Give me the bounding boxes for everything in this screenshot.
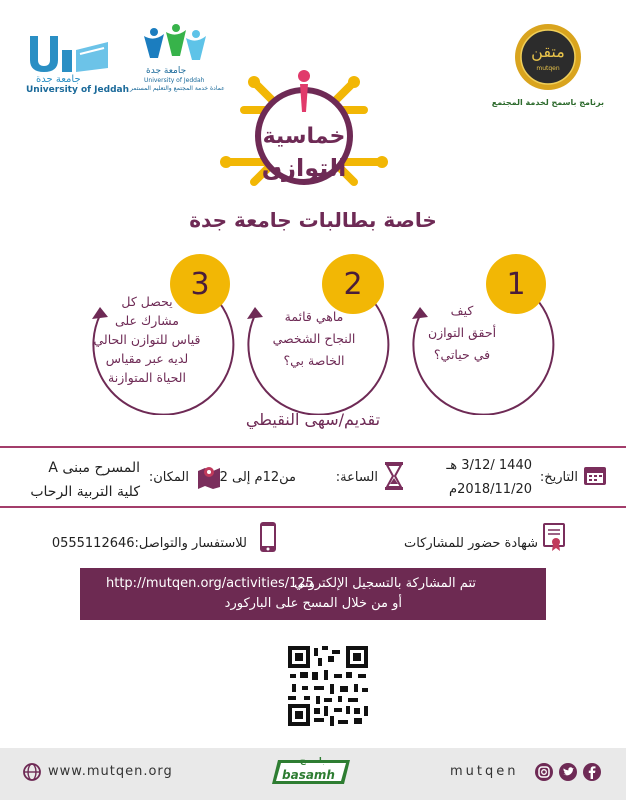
university-logo-english: University of Jeddah [26, 85, 130, 95]
twitter-icon[interactable] [558, 762, 578, 782]
date-hijri: 1440 /3/12 هـ [446, 458, 532, 473]
sponsor-logo [272, 756, 352, 786]
university-logo-arabic: جامعة جدة [36, 74, 81, 85]
step-1-number: 1 [506, 266, 526, 302]
registration-line2: أو من خلال المسح على الباركورد [224, 596, 402, 611]
sponsor-arabic: باسمح [300, 756, 326, 765]
university-logo-icon [22, 28, 122, 78]
mobile-phone-icon [259, 521, 277, 553]
presenter: تقديم/سهى النقيطي [245, 410, 381, 429]
certificate-icon [542, 522, 566, 552]
sponsor-name: basamh [282, 768, 335, 782]
deanship-subtitle: عمادة خدمة المجتمع والتعليم المستمر [130, 85, 225, 92]
step-2-text: ماهي قائمة النجاح الشخصي الخاصة بي؟ [272, 309, 356, 368]
date-label: التاريخ: [539, 470, 578, 485]
deanship-logo-english: University of Jeddah [144, 77, 205, 84]
certificate-text: شهادة حضور للمشاركات [403, 536, 538, 551]
footer-bar [0, 748, 626, 800]
registration-banner [80, 568, 546, 620]
globe-icon [22, 762, 42, 782]
map-pin-icon [197, 463, 221, 489]
place-line1: المسرح مبنى A [48, 460, 140, 476]
mutqen-seal-latin: mutqen [536, 65, 560, 72]
step-1-text: كيف أحقق التوازن في حياتي؟ [427, 303, 497, 362]
mutqen-seal-text: متقن [531, 42, 565, 61]
mutqen-seal [513, 22, 583, 92]
hourglass-icon [384, 462, 404, 490]
time-value: من12م إلى 2 [219, 470, 296, 485]
step-2-badge [322, 254, 384, 314]
event-logo [214, 62, 394, 202]
time-label: الساعة: [335, 470, 378, 485]
facebook-icon[interactable] [582, 762, 602, 782]
step-3-text: يحصل كل مشارك على قياس للتوازن الحالي لديه عبر مقياس الحياة المتوازنة [93, 294, 201, 385]
step-3-number: 3 [190, 266, 210, 302]
step-2-number: 2 [343, 266, 363, 302]
deanship-logo [130, 22, 225, 102]
place-line2: كلية التربية الرحاب [30, 484, 140, 500]
deanship-logo-arabic: جامعة جدة [146, 66, 187, 76]
footer-handle: mutqen [450, 764, 519, 779]
calendar-icon [583, 464, 607, 486]
instagram-icon[interactable] [534, 762, 554, 782]
place-label: المكان: [148, 470, 189, 485]
qr-code[interactable] [288, 646, 368, 726]
event-logo-line2: التوازن [261, 154, 347, 182]
contact-text: للاستفسار والتواصل:0555112646 [51, 536, 247, 551]
mutqen-caption: برنامج باسمح لخدمة المجتمع [491, 98, 604, 107]
footer-website[interactable]: www.mutqen.org [48, 764, 173, 779]
event-logo-line1: خماسية [262, 124, 346, 149]
audience-title: خاصة بطالبات جامعة جدة [189, 208, 437, 232]
people-figures-icon [132, 22, 222, 66]
top-divider [0, 446, 626, 448]
date-gregorian: 2018/11/20م [449, 482, 532, 497]
registration-line1: تتم المشاركة بالتسجيل الإلكتروني [294, 576, 476, 591]
university-logo [22, 28, 130, 98]
registration-url[interactable]: http://mutqen.org/activities/125 [106, 576, 314, 591]
middle-divider [0, 506, 626, 508]
